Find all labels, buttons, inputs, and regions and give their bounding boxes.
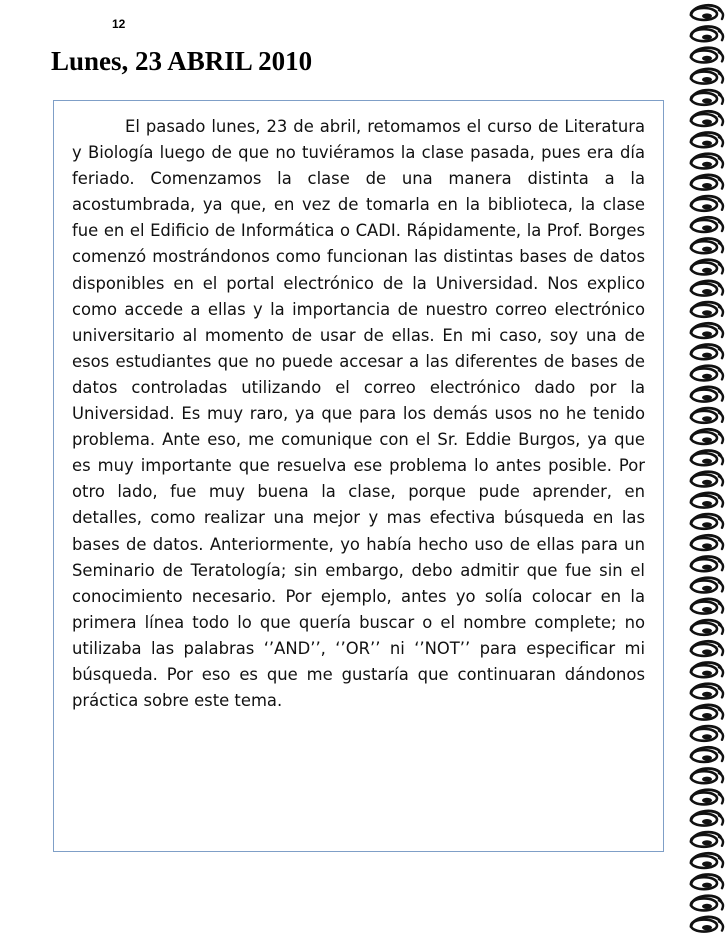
entry-text-box [53, 100, 664, 852]
spiral-ring-icon [691, 302, 723, 317]
spiral-ring-icon [691, 896, 723, 911]
entry-body-text: El pasado lunes, 23 de abril, retomamos el curso de Literatura y Biología luego de que no tuviéramos la clase pasada, pues era día feriado. Comenzamos la clase de una manera distinta a la acostumbrada, ya que, en vez de tomarla en la biblioteca, la clase fue en el Edificio de Informática o CADI. Rápidamente, la Prof. Borges comenzó mostrándonos como funcionan las distintas bases de datos disponibles en el portal electrónico de la Universidad. Nos explico como accede a ellas y la importancia de nuestro correo electrónico universitario al momento de usar de ellas. En mi caso, soy una de esos estudiantes que no puede accesar a las diferentes de bases de datos controladas utilizando el correo electrónico dado por la Universidad. Es muy raro, ya que para los demás usos no he tenido problema. Ante eso, me comunique con el Sr. Eddie Burgos, ya que es muy importante que resuelva ese problema lo antes posible. Por otro lado, fue muy buena la clase, porque pude aprender, en detalles, como realizar una mejor y mas efectiva búsqueda en las bases de datos. Anteriormente, yo había hecho uso de ellas para un Seminario de Teratología; sin embargo, debo admitir que fue sin el conocimiento necesario. Por ejemplo, antes yo solía colocar en la primera línea todo lo que quería buscar o el nombre complete; no utilizaba las palabras ‘’AND’’, ‘’OR’’ ni ‘’NOT’’ para especificar mi búsqueda. Por eso es que me gustaría que continuaran dándonos práctica sobre este tema. [72, 117, 645, 711]
spiral-ring-icon [691, 832, 723, 847]
spiral-ring-icon [691, 853, 723, 868]
spiral-binding [683, 0, 728, 936]
spiral-ring-icon [691, 48, 723, 63]
spiral-ring-icon [691, 387, 723, 402]
spiral-ring-icon [691, 917, 723, 932]
spiral-ring-icon [691, 641, 723, 656]
spiral-ring-icon [691, 747, 723, 762]
spiral-ring-icon [691, 154, 723, 169]
spiral-ring-icon [691, 323, 723, 338]
spiral-ring-icon [691, 811, 723, 826]
page-heading: Lunes, 23 ABRIL 2010 [51, 46, 313, 76]
spiral-ring-icon [691, 281, 723, 296]
page-number: 12 [112, 17, 126, 31]
spiral-ring-icon [691, 514, 723, 529]
spiral-ring-icon [691, 875, 723, 890]
spiral-ring-icon [691, 493, 723, 508]
spiral-ring-icon [691, 599, 723, 614]
spiral-ring-icon [691, 578, 723, 593]
spiral-ring-icon [691, 217, 723, 232]
spiral-ring-icon [691, 239, 723, 254]
spiral-ring-icon [691, 196, 723, 211]
spiral-ring-icon [691, 133, 723, 148]
spiral-ring-icon [691, 557, 723, 572]
spiral-ring-icon [691, 790, 723, 805]
spiral-ring-icon [691, 429, 723, 444]
spiral-ring-icon [691, 620, 723, 635]
spiral-ring-icon [691, 726, 723, 741]
spiral-ring-icon [691, 451, 723, 466]
spiral-ring-icon [691, 260, 723, 275]
spiral-ring-icon [691, 535, 723, 550]
spiral-ring-icon [691, 175, 723, 190]
spiral-ring-icon [691, 408, 723, 423]
spiral-ring-icon [691, 472, 723, 487]
spiral-ring-icon [691, 111, 723, 126]
spiral-ring-icon [691, 69, 723, 84]
spiral-ring-icon [691, 90, 723, 105]
spiral-ring-icon [691, 705, 723, 720]
spiral-ring-icon [691, 684, 723, 699]
spiral-ring-icon [691, 366, 723, 381]
spiral-ring-icon [691, 663, 723, 678]
spiral-ring-icon [691, 769, 723, 784]
spiral-ring-icon [691, 5, 723, 20]
spiral-ring-icon [691, 27, 723, 42]
spiral-ring-icon [691, 345, 723, 360]
